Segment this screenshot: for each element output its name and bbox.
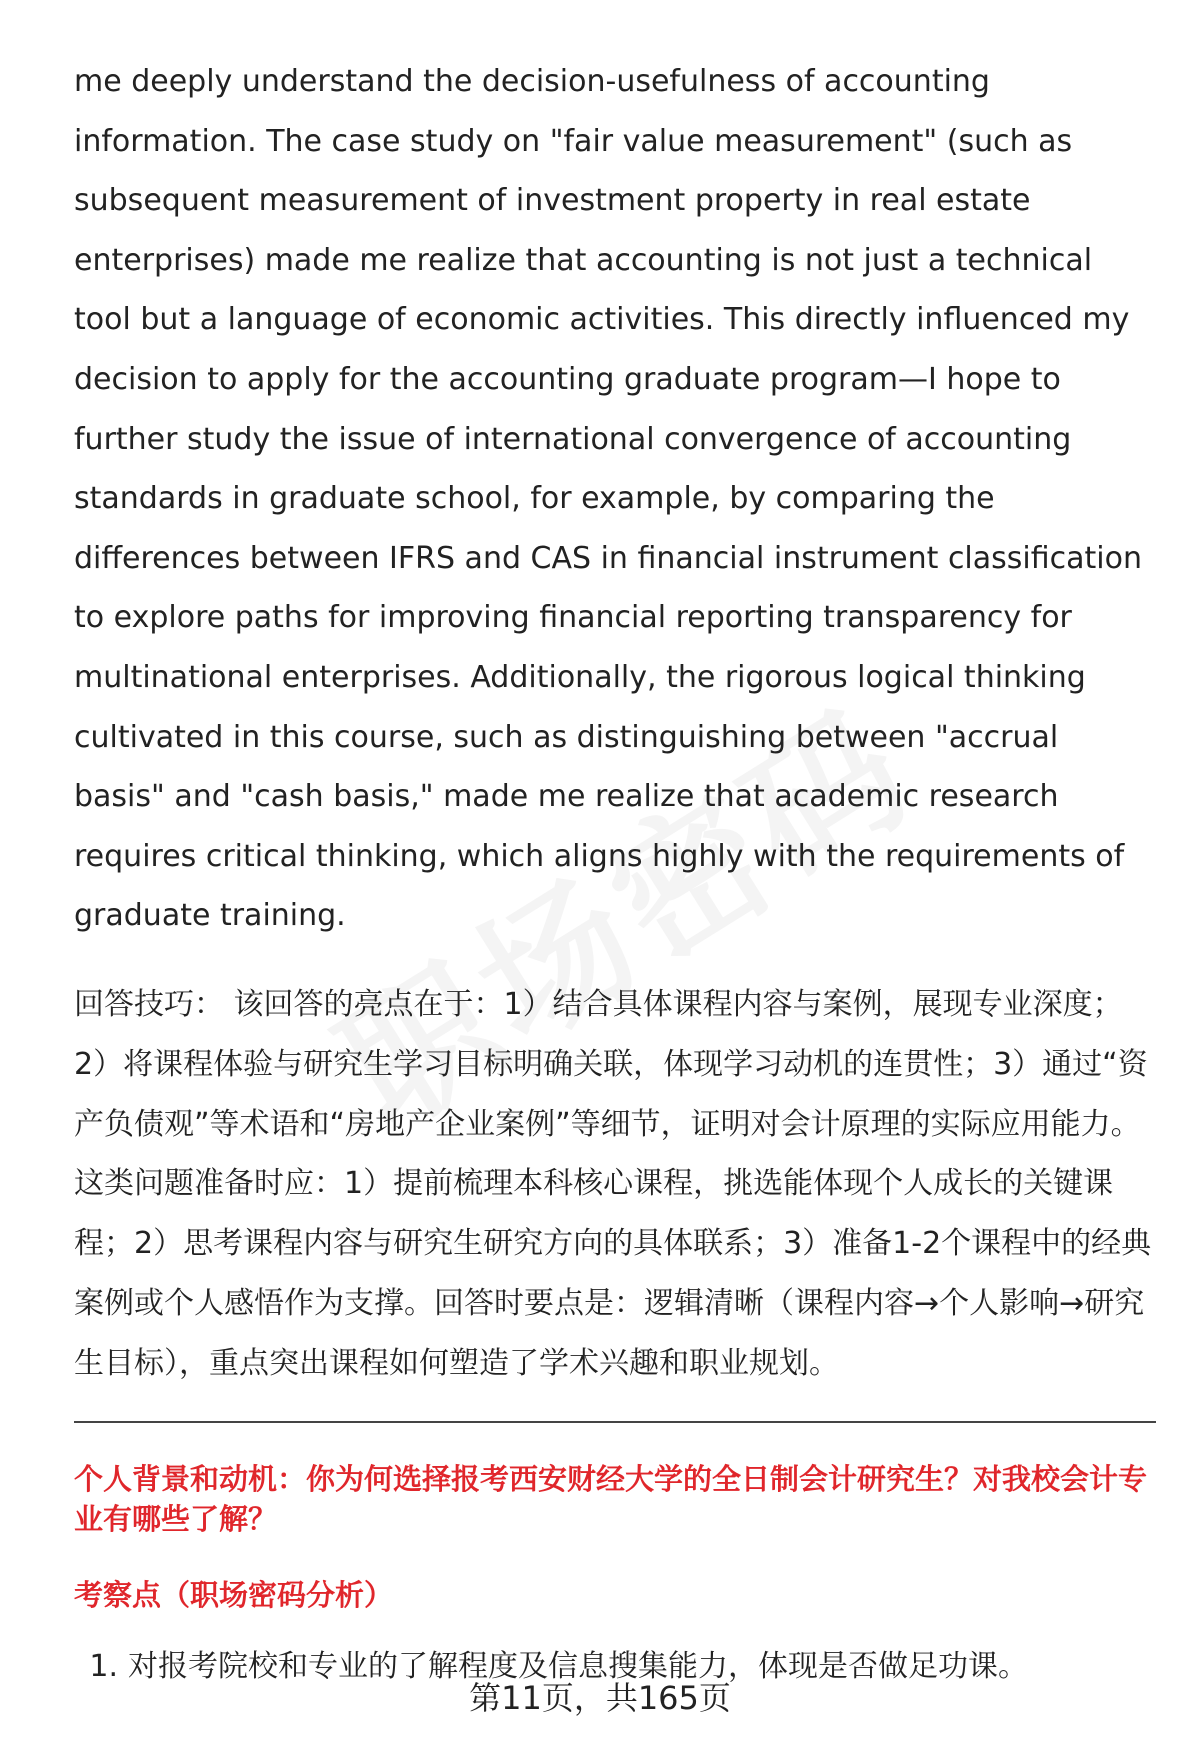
assessment-points-heading: 考察点（职场密码分析） [74, 1578, 394, 1613]
page-footer: 第11页，共165页 [469, 1679, 731, 1717]
list-item-number: 1. [89, 1649, 118, 1685]
question-heading: 个人背景和动机：你为何选择报考西安财经大学的全日制会计研究生？对我校会计专业有哪些了解？ [74, 1462, 1148, 1537]
document-page [74, 52, 1156, 1687]
section-divider [74, 1421, 1156, 1423]
list-item-text: 对报考院校和专业的了解程度及信息搜集能力，体现是否做足功课。 [128, 1649, 1028, 1685]
body-paragraph: me deeply understand the decision-usefulness of accounting information. The case study on "fair value measurement" (such as subsequent measurement of investment property in real estate enterprises) made me realize that accounting is not just a technical tool but a language of economic activities. This directly influenced my decision to apply for the accounting graduate program—I hope to further study the issue of international convergence of accounting standards in graduate school, for example, by comparing the differences between IFRS and CAS in financial instrument classification to explore paths for improving financial reporting transparency for multinational enterprises. Additionally, the rigorous logical thinking cultivated in this course, such as distinguishing between "accrual basis" and "cash basis," made me realize that academic research requires critical thinking, which aligns highly with the requirements of graduate training. [74, 64, 1142, 934]
answer-tips-paragraph: 回答技巧： 该回答的亮点在于：1）结合具体课程内容与案例，展现专业深度；2）将课程体验与研究生学习目标明确关联，体现学习动机的连贯性；3）通过“资产负债观”等术语和“房地产企业案例”等细节，证明对会计原理的实际应用能力。这类问题准备时应：1）提前梳理本科核心课程，挑选能体现个人成长的关键课程；2）思考课程内容与研究生研究方向的具体联系；3）准备1-2个课程中的经典案例或个人感悟作为支撑。回答时要点是：逻辑清晰（课程内容→个人影响→研究生目标），重点突出课程如何塑造了学术兴趣和职业规划。 [74, 986, 1152, 1381]
